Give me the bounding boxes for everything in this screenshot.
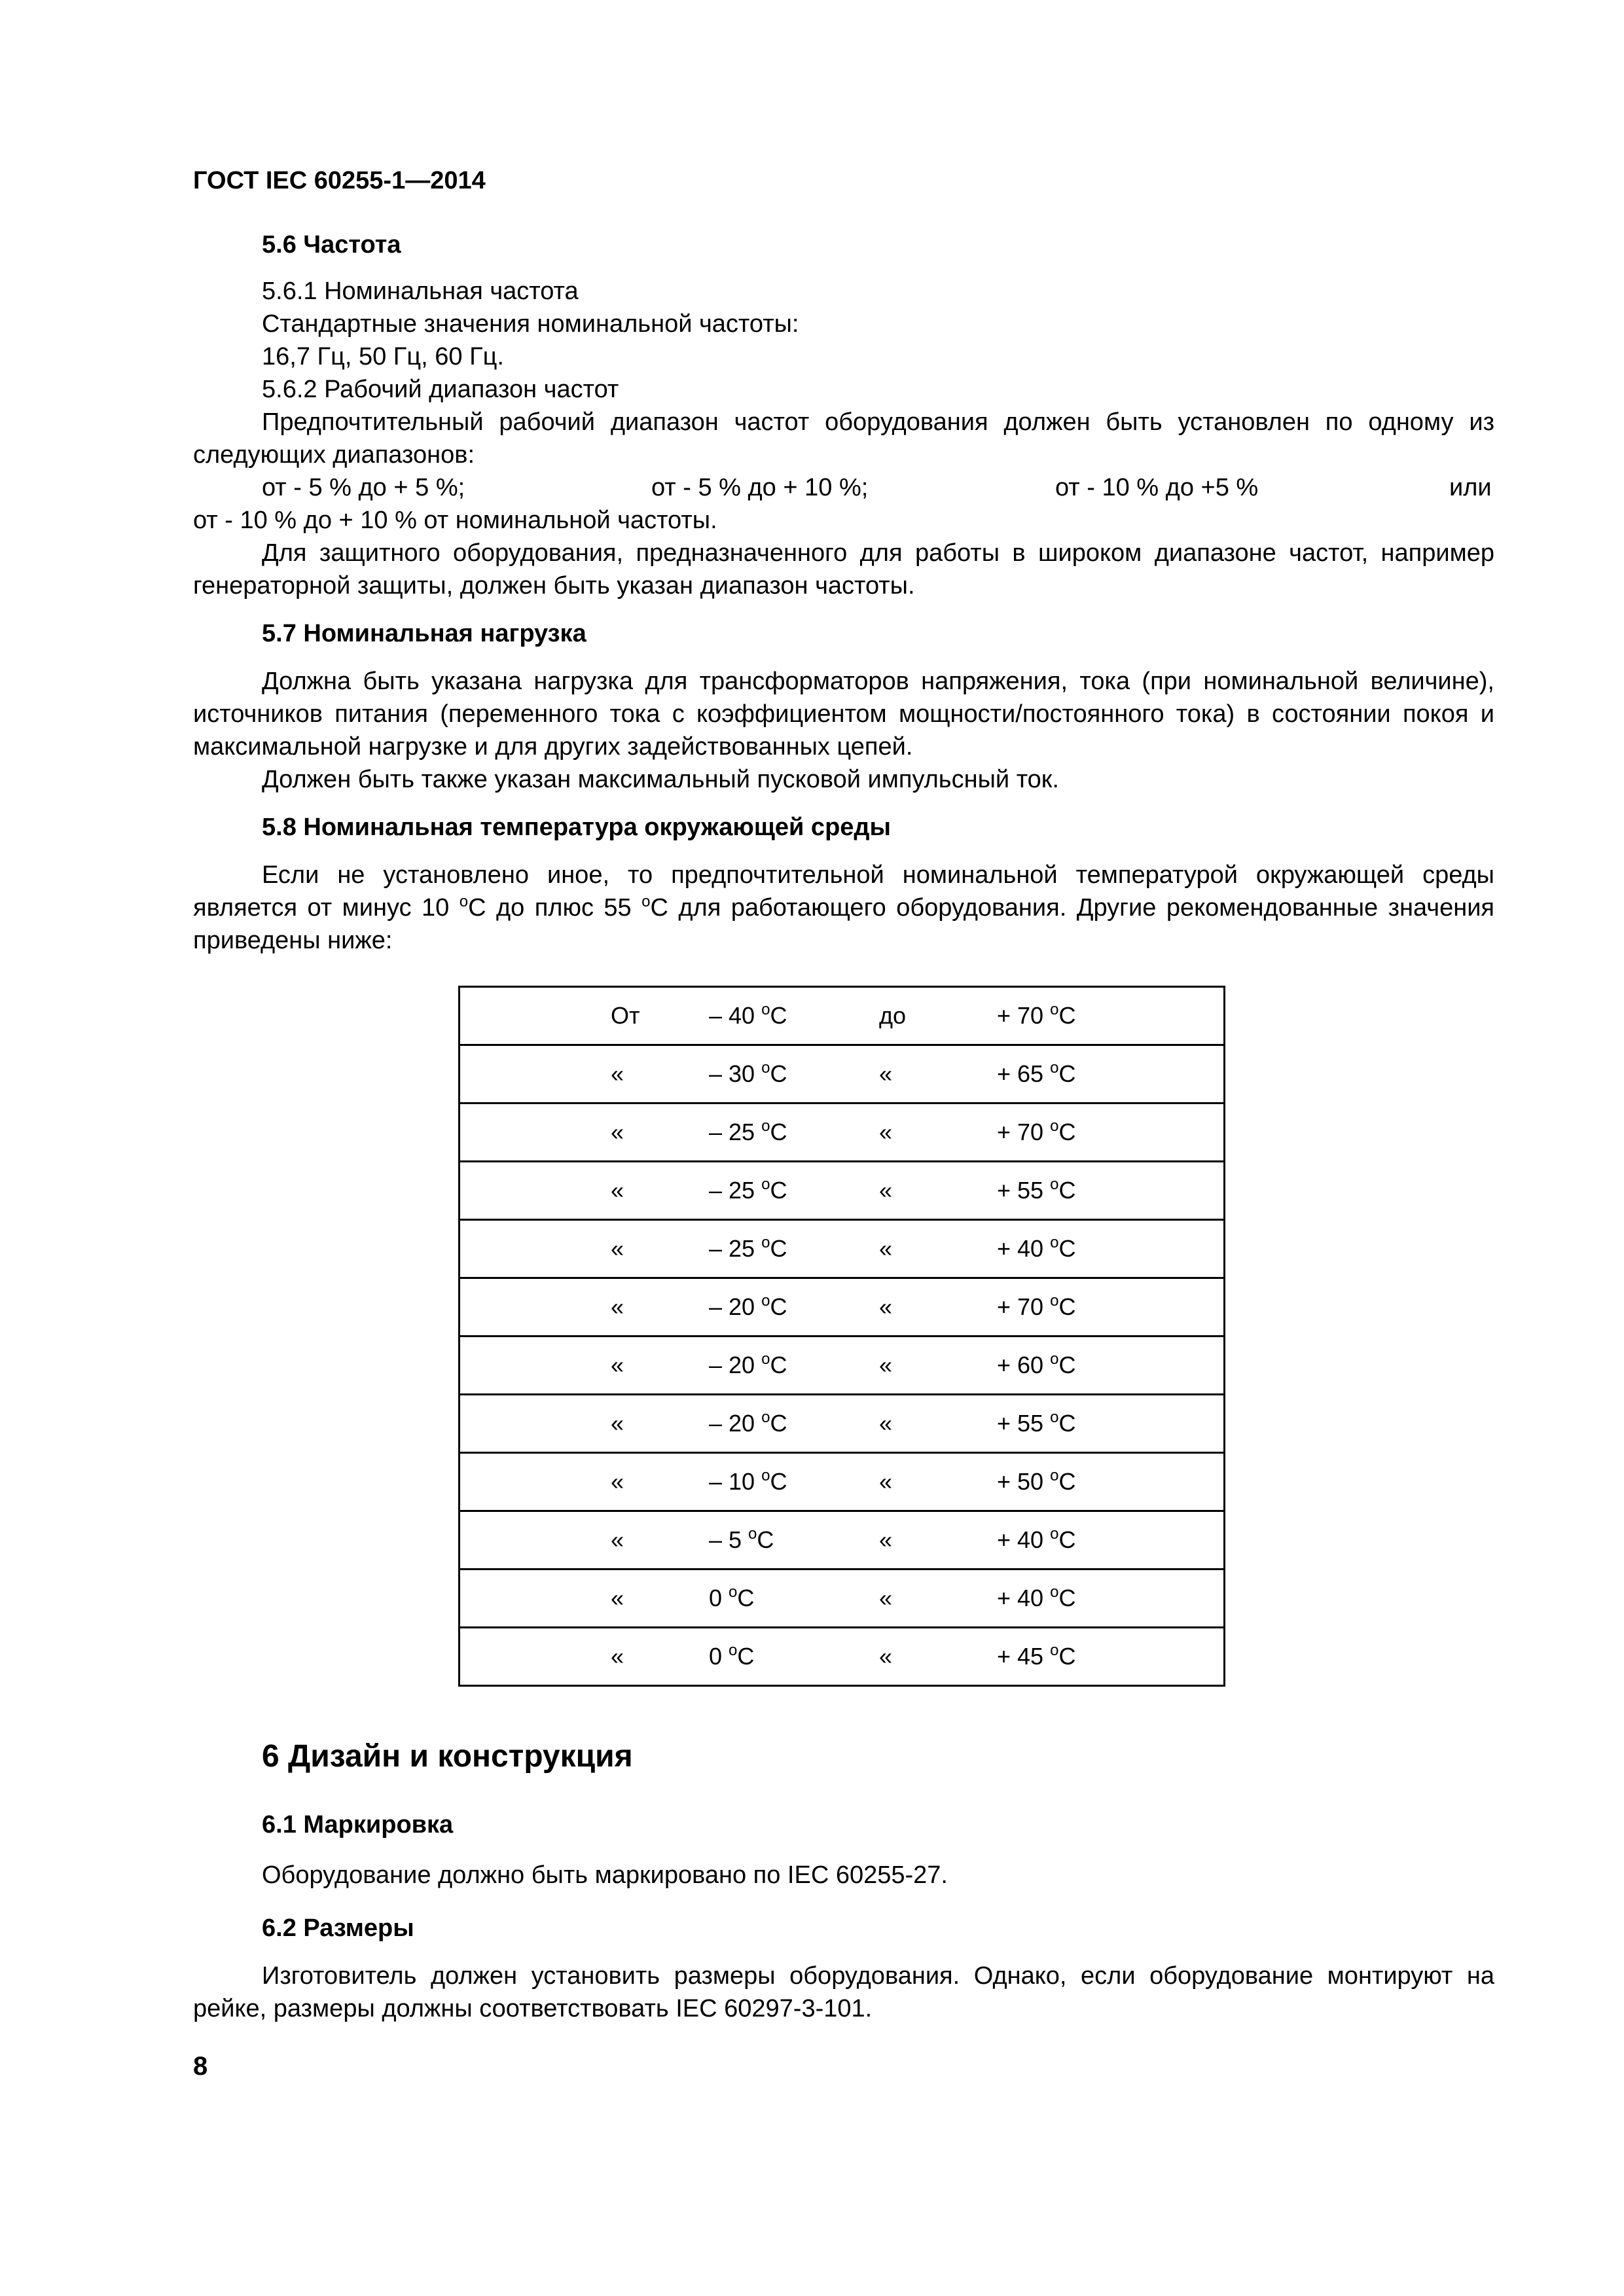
degree-sign: о <box>1050 1583 1059 1601</box>
temperature-value: – 10 $^о$С <box>709 1467 787 1495</box>
paragraph <box>193 859 1494 957</box>
degree-sign: о <box>1050 1059 1059 1077</box>
temperature-value: + 65 $^о$С <box>997 1059 1076 1087</box>
paragraph <box>193 1960 1494 2025</box>
temperature-value: до <box>879 1002 907 1029</box>
temperature-value: « <box>879 1119 893 1145</box>
range-item: от - 10 % до +5 % <box>1055 474 1259 501</box>
table-row <box>460 1453 1225 1511</box>
section-6-title: 6 Дизайн и конструкция <box>262 1739 633 1774</box>
temperature-value: – 20 $^о$С <box>709 1350 787 1378</box>
temperature-value: + 40 $^о$С <box>997 1525 1076 1553</box>
paragraph <box>193 537 1494 602</box>
degree-sign: о <box>761 1408 770 1426</box>
temperature-value: + 70 $^о$С <box>997 1292 1076 1320</box>
paragraph-text: Должен быть также указан максимальный пусковой импульсный ток. <box>262 766 1059 793</box>
temperature-value: « <box>611 1526 624 1553</box>
temperature-table <box>458 986 1225 1687</box>
temperature-value: « <box>611 1410 624 1437</box>
temperature-value: « <box>611 1235 624 1262</box>
table-cell <box>460 1511 1225 1570</box>
temperature-value: + 60 $^о$С <box>997 1350 1076 1378</box>
temperature-value: « <box>611 1177 624 1204</box>
temperature-value: « <box>611 1119 624 1145</box>
temperature-value: – 30 $^о$С <box>709 1059 787 1087</box>
temperature-value: 0 $^о$С <box>709 1641 755 1670</box>
table-row <box>460 1511 1225 1570</box>
table-row <box>460 1103 1225 1162</box>
temperature-value: « <box>611 1352 624 1378</box>
table-cell <box>460 1162 1225 1220</box>
text-line: 16,7 Гц, 50 Гц, 60 Гц. <box>262 343 504 370</box>
degree-sign: о <box>1050 1117 1059 1135</box>
temperature-value: – 25 $^о$С <box>709 1234 787 1262</box>
temperature-value: – 25 $^о$С <box>709 1175 787 1204</box>
table-cell <box>460 1336 1225 1395</box>
temperature-value: « <box>879 1585 893 1611</box>
range-item: от - 5 % до + 5 %; <box>262 474 465 501</box>
temperature-value: – 5 $^о$С <box>709 1525 774 1553</box>
degree-sign: о <box>729 1641 738 1659</box>
degree-sign: о <box>761 1350 770 1368</box>
temperature-value: + 55 $^о$С <box>997 1175 1076 1204</box>
temperature-value: 0 $^о$С <box>709 1583 755 1611</box>
temperature-value: « <box>879 1468 893 1495</box>
degree-sign: о <box>729 1583 738 1601</box>
degree-sign: о <box>748 1525 757 1543</box>
range-item: от - 10 % до + 10 % от номинальной частоты. <box>193 507 717 534</box>
section-6-1-title: 6.1 Маркировка <box>262 1811 454 1839</box>
degree-sign: о <box>761 1234 770 1251</box>
table-row <box>460 1570 1225 1628</box>
temperature-value: + 45 $^о$С <box>997 1641 1076 1670</box>
table-cell <box>460 1278 1225 1336</box>
temperature-value: + 70 $^о$С <box>997 1001 1076 1029</box>
temperature-value: « <box>879 1235 893 1262</box>
temperature-value: « <box>611 1585 624 1611</box>
paragraph-text: Оборудование должно быть маркировано по IEC 60255-27. <box>262 1861 948 1889</box>
table-cell <box>460 1045 1225 1103</box>
temperature-value: – 25 $^о$С <box>709 1117 787 1145</box>
temperature-value: + 50 $^о$С <box>997 1467 1076 1495</box>
table-cell <box>460 1453 1225 1511</box>
degree-sign: о <box>1050 1350 1059 1368</box>
table-row <box>460 1045 1225 1103</box>
table-cell <box>460 1628 1225 1686</box>
paragraph-text: Для защитного оборудования, предназначенного для работы в широком диапазоне частот, например генераторной защиты, должен быть указан диапазон частоты. <box>193 539 1494 600</box>
temperature-value: – 40 $^о$С <box>709 1001 787 1029</box>
degree-sign: о <box>1050 1467 1059 1484</box>
table-row <box>460 1395 1225 1453</box>
paragraph-text: Если не установлено иное, то предпочтительной номинальной температурой окружающей среды является от минус 10 $^о$С до плюс 55 $^о$С для работающего оборудования. Другие рекомендованные значения приведены ниже: <box>193 861 1495 954</box>
temperature-value: « <box>879 1526 893 1553</box>
degree-sign: о <box>1050 1525 1059 1543</box>
range-item: или <box>1449 474 1492 501</box>
temperature-value: « <box>611 1468 624 1495</box>
temperature-value: « <box>611 1643 624 1670</box>
degree-sign: о <box>1050 1001 1059 1018</box>
paragraph-text: Должна быть указана нагрузка для трансформаторов напряжения, тока (при номинальной величине), источников питания (переменного тока с коэффициентом мощности/постоянного тока) в состоянии покоя и максимальной нагрузке и для других задействованных цепей. <box>193 668 1494 761</box>
temperature-value: « <box>611 1060 624 1087</box>
temperature-value: « <box>879 1060 893 1087</box>
temperature-value: + 40 $^о$С <box>997 1234 1076 1262</box>
section-6-2-title: 6.2 Размеры <box>262 1914 414 1942</box>
table-cell <box>460 1570 1225 1628</box>
temperature-value: – 20 $^о$С <box>709 1408 787 1437</box>
degree-sign: о <box>1050 1175 1059 1193</box>
temperature-value: « <box>879 1643 893 1670</box>
table-row <box>460 1278 1225 1336</box>
degree-sign: о <box>1050 1234 1059 1251</box>
degree-sign: о <box>761 1117 770 1135</box>
degree-sign: о <box>1050 1641 1059 1659</box>
table-row <box>460 1336 1225 1395</box>
temperature-value: « <box>879 1410 893 1437</box>
subsection-5-6-2: 5.6.2 Рабочий диапазон частот <box>262 376 619 403</box>
degree-sign: о <box>1050 1292 1059 1310</box>
temperature-value: От <box>611 1002 640 1029</box>
table-cell <box>460 1395 1225 1453</box>
table-cell <box>460 1103 1225 1162</box>
degree-sign: о <box>641 893 651 910</box>
table-row <box>460 1220 1225 1278</box>
paragraph <box>193 406 1494 471</box>
temperature-value: + 55 $^о$С <box>997 1408 1076 1437</box>
section-5-6-title: 5.6 Частота <box>262 231 401 259</box>
table-cell <box>460 987 1225 1045</box>
table-row <box>460 1628 1225 1686</box>
degree-sign: о <box>761 1059 770 1077</box>
degree-sign: о <box>761 1175 770 1193</box>
temperature-value: « <box>879 1177 893 1204</box>
degree-sign: о <box>761 1467 770 1484</box>
text-line: Стандартные значения номинальной частоты: <box>262 310 799 338</box>
paragraph-text: Предпочтительный рабочий диапазон частот оборудования должен быть установлен по одному из следующих диапазонов: <box>193 408 1494 469</box>
degree-sign: о <box>459 893 469 910</box>
section-5-7-title: 5.7 Номинальная нагрузка <box>262 620 586 647</box>
page-number: 8 <box>193 2052 208 2081</box>
temperature-value: + 40 $^о$С <box>997 1583 1076 1611</box>
table-cell <box>460 1220 1225 1278</box>
paragraph-text: Изготовитель должен установить размеры оборудования. Однако, если оборудование монтируют на рейке, размеры должны соответствовать IEC 60297-3-101. <box>193 1962 1494 2022</box>
temperature-value: « <box>611 1293 624 1320</box>
temperature-value: « <box>879 1293 893 1320</box>
degree-sign: о <box>761 1001 770 1018</box>
range-item: от - 5 % до + 10 %; <box>651 474 869 501</box>
degree-sign: о <box>1050 1408 1059 1426</box>
temperature-value: + 70 $^о$С <box>997 1117 1076 1145</box>
document-header: ГОСТ IEC 60255-1—2014 <box>193 167 486 194</box>
temperature-value: – 20 $^о$С <box>709 1292 787 1320</box>
paragraph <box>193 665 1494 796</box>
temperature-value: « <box>879 1352 893 1378</box>
degree-sign: о <box>761 1292 770 1310</box>
section-5-8-title: 5.8 Номинальная температура окружающей среды <box>262 814 891 841</box>
subsection-5-6-1: 5.6.1 Номинальная частота <box>262 278 579 305</box>
table-row <box>460 1162 1225 1220</box>
table-row <box>460 987 1225 1045</box>
